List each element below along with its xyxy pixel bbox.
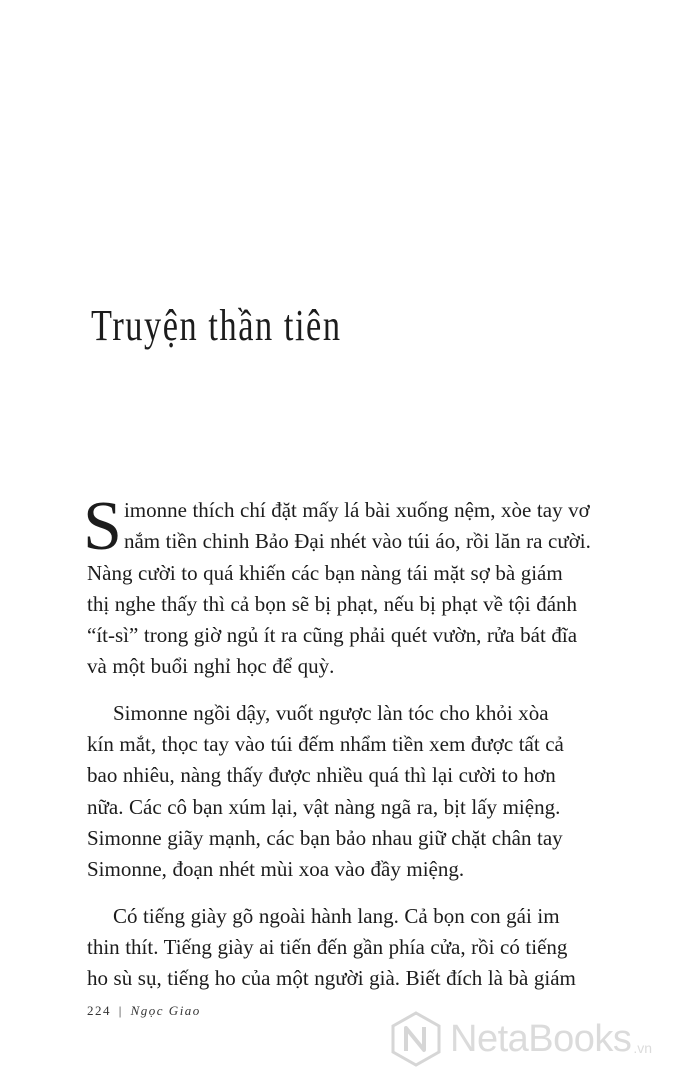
paragraph-1: [83, 488, 615, 683]
text-line: Simonne giãy mạnh, các bạn bảo nhau giữ chặt chân tay: [87, 825, 563, 850]
running-head-author: Ngọc Giao: [130, 1003, 201, 1018]
text-line: Có tiếng giày gõ ngoài hành lang. Cả bọn con gái im: [113, 903, 560, 928]
page-footer: [87, 1003, 201, 1019]
text-line: imonne thích chí đặt mấy lá bài xuống nệm, xòe tay vơ: [123, 498, 590, 522]
drop-cap: S: [83, 488, 122, 565]
text-line: nắm tiền chinh Bảo Đại nhét vào túi áo, rồi lăn ra cười.: [123, 529, 591, 554]
text-line: Simonne ngồi dậy, vuốt ngược làn tóc cho khỏi xòa: [113, 700, 549, 725]
watermark-domain: .vn: [633, 1040, 653, 1056]
text-line: kín mắt, thọc tay vào túi đếm nhẩm tiền xem được tất cả: [87, 732, 564, 757]
text-line: “ít-sì” trong giờ ngủ ít ra cũng phải quét vườn, rửa bát đĩa: [87, 623, 578, 648]
text-line: Simonne, đoạn nhét mùi xoa vào đầy miệng.: [87, 857, 465, 882]
footer-separator: |: [118, 1003, 123, 1018]
text-line: nữa. Các cô bạn xúm lại, vật nàng ngã ra, bịt lấy miệng.: [87, 794, 561, 819]
text-line: thin thít. Tiếng giày ai tiến đến gần phía cửa, rồi có tiếng: [87, 934, 568, 959]
text-line: ho sù sụ, tiếng ho của một người già. Biết đích là bà giám: [87, 966, 576, 991]
text-line: thị nghe thấy thì cả bọn sẽ bị phạt, nếu bị phạt về tội đánh: [87, 591, 578, 616]
paragraph-3: [87, 901, 615, 995]
netabooks-logo-icon: [390, 1011, 442, 1067]
paragraph-2: [87, 698, 615, 886]
page-number: 224: [87, 1003, 111, 1018]
watermark-brand: NetaBooks: [450, 1017, 632, 1060]
text-line: bao nhiêu, nàng thấy được nhiều quá thì lại cười to hơn: [87, 763, 556, 788]
chapter-body: [83, 488, 615, 1009]
text-line: và một buổi nghỉ học để quỳ.: [87, 654, 335, 679]
chapter-title: Truyện thần tiên: [91, 301, 342, 350]
text-line: Nàng cười to quá khiến các bạn nàng tái mặt sợ bà giám: [87, 560, 563, 585]
netabooks-watermark: [390, 1010, 652, 1068]
